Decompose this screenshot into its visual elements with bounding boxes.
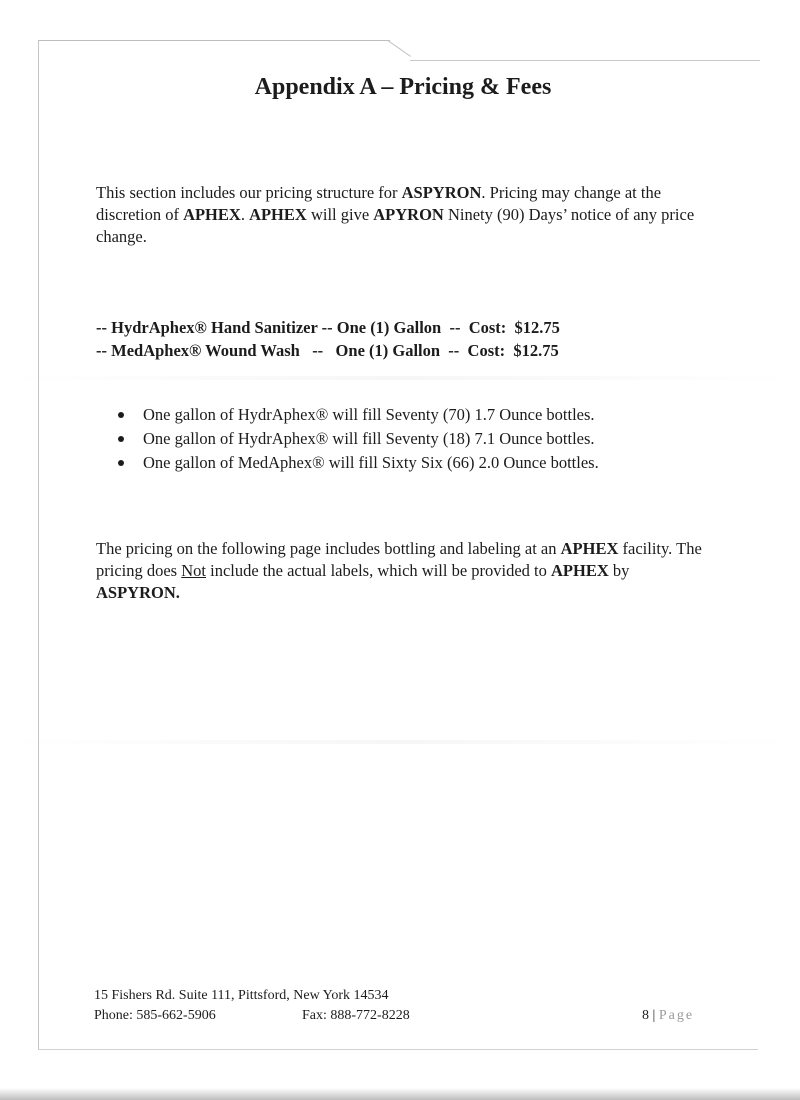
intro-paragraph (96, 182, 716, 248)
closing-text: include the actual labels, which will be provided to (205, 561, 552, 580)
page-edge-left (38, 40, 39, 1050)
footer-phone: Phone: 585-662-5906 (94, 1008, 216, 1023)
list-item (118, 452, 698, 476)
bullet-icon (118, 460, 124, 466)
intro-text: Ninety (90) Days’ notice of any price change. (96, 205, 695, 246)
bullet-icon (118, 436, 124, 442)
page-edge-bottom (38, 1049, 758, 1050)
company-name: APHEX (560, 539, 619, 558)
list-item-text: One gallon of MedAphex® will fill Sixty Six (66) 2.0 Ounce bottles. (143, 453, 599, 472)
emphasis-not: Not (181, 561, 206, 580)
bullet-icon (118, 412, 124, 418)
product-price-line: -- MedAphex® Wound Wash -- One (1) Gallon -- Cost: $12.75 (96, 341, 559, 360)
page-title: Appendix A – Pricing & Fees (254, 74, 552, 100)
footer-fax: Fax: 888-772-8228 (302, 1008, 410, 1023)
scan-band (0, 740, 800, 744)
company-name: APHEX (249, 205, 307, 224)
company-name: APHEX (183, 205, 241, 224)
page-edge-fold (387, 40, 411, 57)
intro-text: . (240, 205, 250, 224)
company-name: ASPYRON. (96, 583, 180, 602)
closing-text: The pricing on the following page includes bottling and labeling at an (96, 539, 561, 558)
list-item-text: One gallon of HydrAphex® will fill Seventy (70) 1.7 Ounce bottles. (143, 405, 595, 424)
list-item (118, 404, 698, 428)
intro-text: . Pricing may change at the discretion of (96, 183, 662, 224)
list-item (118, 428, 698, 452)
page-edge-top (38, 40, 390, 41)
page-number (642, 1008, 694, 1024)
closing-text: facility. The pricing does (96, 539, 702, 580)
list-item-text: One gallon of HydrAphex® will fill Seventy (18) 7.1 Ounce bottles. (143, 429, 595, 448)
product-price-line: -- HydrAphex® Hand Sanitizer -- One (1) Gallon -- Cost: $12.75 (96, 318, 560, 337)
page-word: Page (658, 1008, 695, 1023)
page-separator: | (649, 1008, 659, 1023)
closing-text: by (608, 561, 630, 580)
scan-band (0, 376, 800, 380)
page-edge-top-right (410, 60, 760, 61)
page-number-value: 8 (642, 1008, 649, 1023)
footer-address: 15 Fishers Rd. Suite 111, Pittsford, New York 14534 (94, 988, 389, 1003)
scanner-shadow (0, 1088, 800, 1100)
company-name: ASPYRON (401, 183, 482, 202)
bottle-fill-list (118, 404, 698, 476)
intro-text: This section includes our pricing structure for (96, 183, 402, 202)
intro-text: will give (306, 205, 374, 224)
closing-paragraph (96, 538, 716, 604)
company-name: APHEX (551, 561, 609, 580)
company-name: APYRON (373, 205, 444, 224)
